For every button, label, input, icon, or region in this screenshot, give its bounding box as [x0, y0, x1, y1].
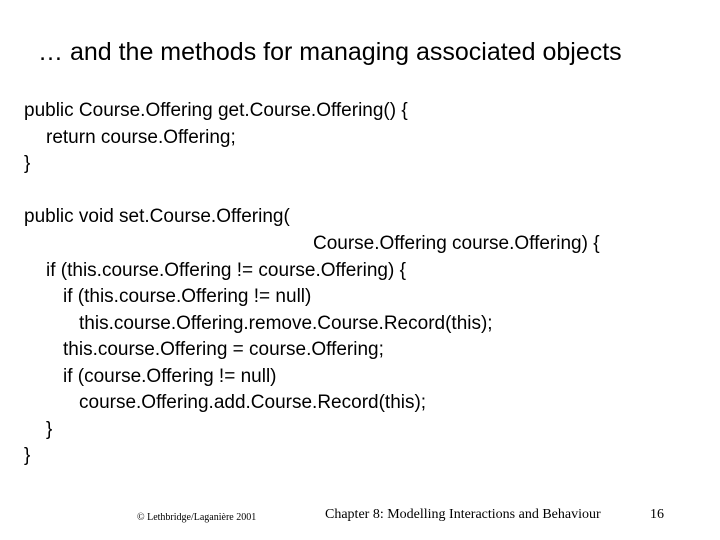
code-line: public Course.Offering get.Course.Offering() { — [24, 100, 408, 121]
code-line: Course.Offering course.Offering) { — [313, 233, 600, 254]
code-line: if (this.course.Offering != null) — [63, 286, 312, 307]
page-number: 16 — [650, 507, 664, 522]
code-line: public void set.Course.Offering( — [24, 206, 290, 227]
code-line: this.course.Offering.remove.Course.Record(this); — [79, 313, 493, 334]
code-line: return course.Offering; — [46, 127, 236, 148]
code-line: } — [24, 445, 31, 466]
code-line: if (course.Offering != null) — [63, 366, 277, 387]
code-line: } — [24, 153, 31, 174]
slide-title: … and the methods for managing associated objects — [38, 38, 622, 66]
code-line: course.Offering.add.Course.Record(this); — [79, 392, 427, 413]
code-line: this.course.Offering = course.Offering; — [63, 339, 384, 360]
code-line: } — [46, 419, 53, 440]
footer-chapter: Chapter 8: Modelling Interactions and Behaviour — [325, 507, 601, 522]
code-line: if (this.course.Offering != course.Offering) { — [46, 260, 406, 281]
footer-copyright: © Lethbridge/Laganière 2001 — [137, 512, 257, 523]
